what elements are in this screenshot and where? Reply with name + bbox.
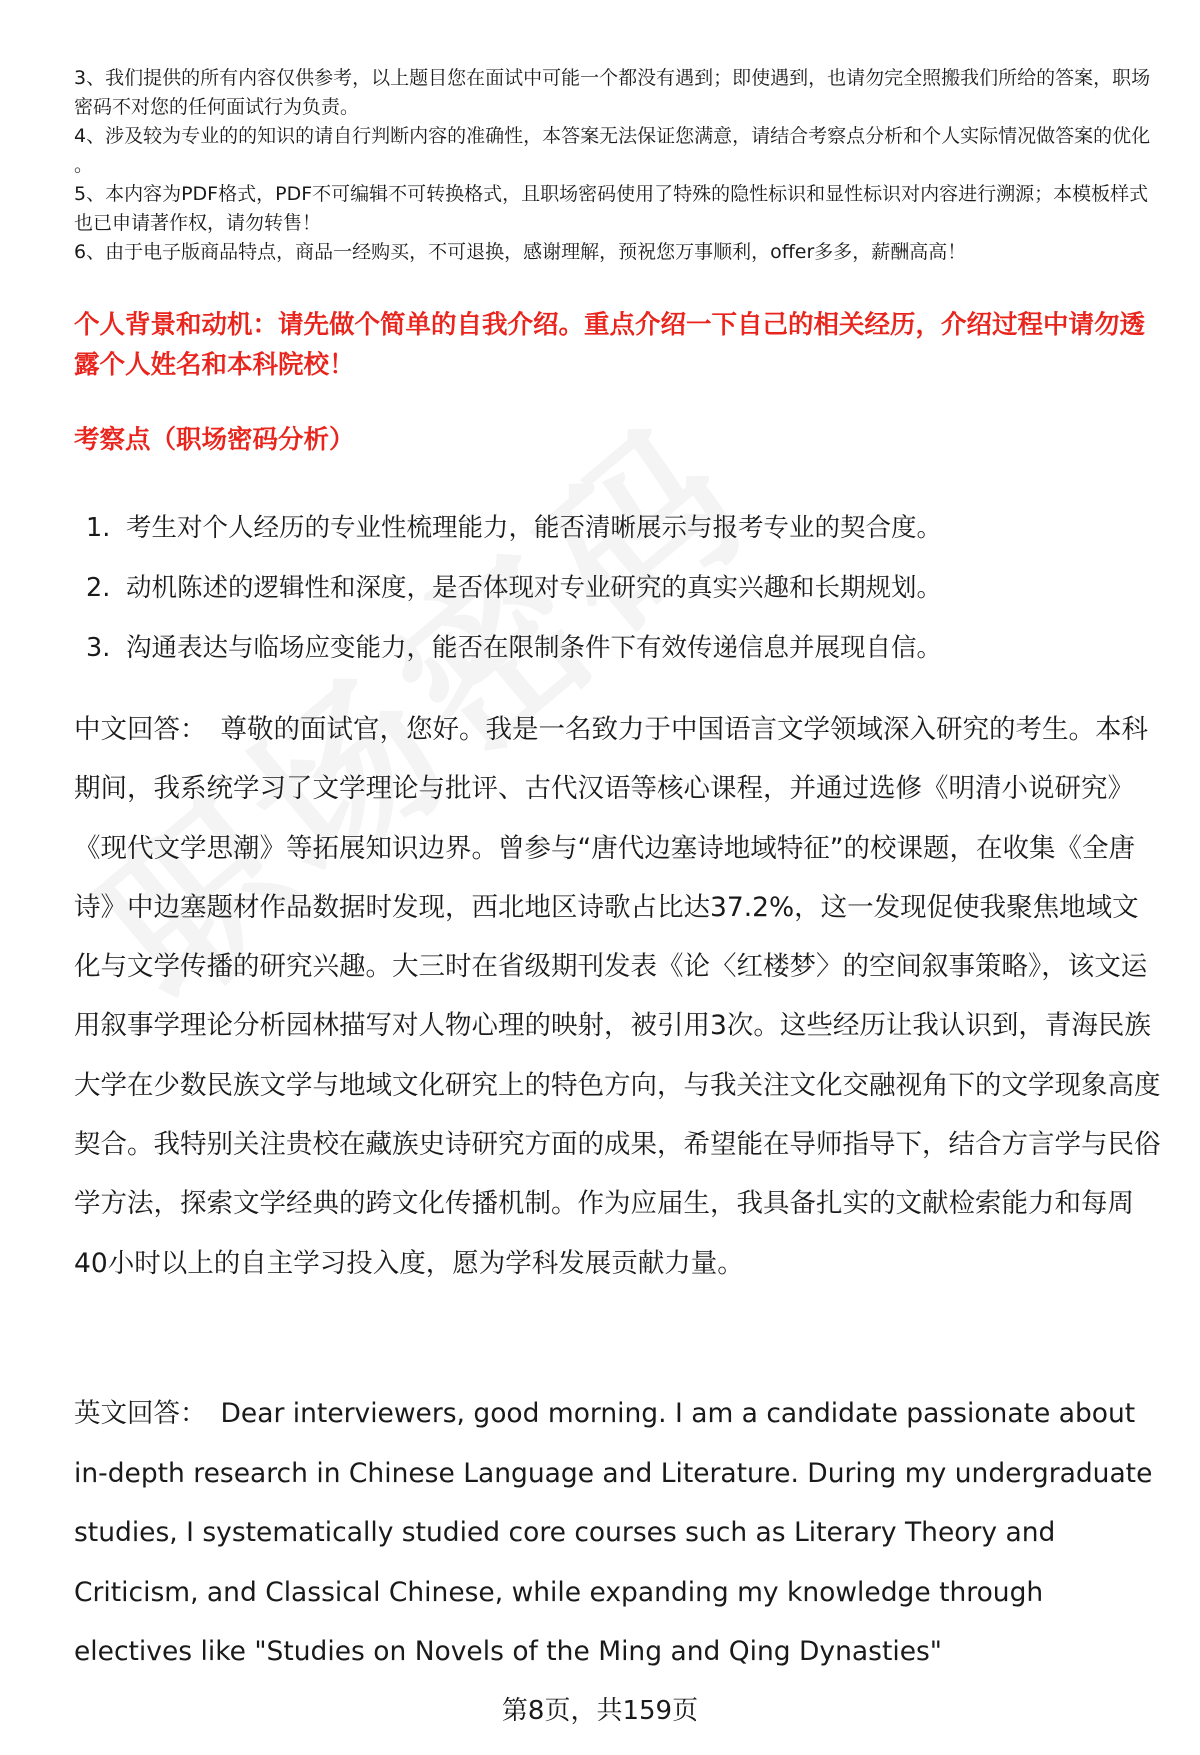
chinese-answer-text: 尊敬的面试官，您好。我是一名致力于中国语言文学领域深入研究的考生。本科期间，我系统学习了文学理论与批评、古代汉语等核心课程，并通过选修《明清小说研究》《现代文学思潮》等拓展知识边界。曾参与“唐代边塞诗地域特征”的校课题，在收集《全唐诗》中边塞题材作品数据时发现，西北地区诗歌占比达37.2%，这一发现促使我聚焦地域文化与文学传播的研究兴趣。大三时在省级期刊发表《论〈红楼梦〉的空间叙事策略》，该文运用叙事学理论分析园林描写对人物心理的映射，被引用3次。这些经历让我认识到，青海民族大学在少数民族文学与地域文化研究上的特色方向，与我关注文化交融视角下的文学现象高度契合。我特别关注贵校在藏族史诗研究方面的成果，希望能在导师指导下，结合方言学与民俗学方法，探索文学经典的跨文化传播机制。作为应届生，我具备扎实的文献检索能力和每周40小时以上的自主学习投入度，愿为学科发展贡献力量。 bbox=[74, 714, 1161, 1279]
english-answer-label: 英文回答： bbox=[74, 1398, 207, 1429]
note-item: 5、本内容为PDF格式，PDF不可编辑不可转换格式，且职场密码使用了特殊的隐性标识和显性标识对内容进行溯源；本模板样式也已申请著作权，请勿转售！ bbox=[74, 183, 1149, 234]
english-answer-text: Dear interviewers, good morning. I am a candidate passionate about in-depth research in Chinese Language and Literature. During my undergraduate studies, I systematically studied core courses such as Literary Theory and Criticism, and Classical Chinese, while expanding my knowledge through electives like "Studies on Novels of the Ming and Qing Dynasties" bbox=[74, 1398, 1153, 1667]
chinese-answer bbox=[74, 700, 1164, 1293]
key-points-title: 考察点（职场密码分析） bbox=[74, 425, 355, 455]
list-item bbox=[86, 618, 1166, 678]
note-item: 3、我们提供的所有内容仅供参考，以上题目您在面试中可能一个都没有遇到；即使遇到，也请勿完全照搬我们所给的答案，职场密码不对您的任何面试行为负责。 bbox=[74, 67, 1151, 118]
list-number: 1. bbox=[86, 513, 111, 543]
list-text: 考生对个人经历的专业性梳理能力，能否清晰展示与报考专业的契合度。 bbox=[126, 513, 943, 543]
list-item bbox=[86, 498, 1166, 558]
note-item: 4、涉及较为专业的的知识的请自行判断内容的准确性，本答案无法保证您满意，请结合考察点分析和个人实际情况做答案的优化 。 bbox=[74, 125, 1151, 176]
disclaimer-notes bbox=[74, 64, 1164, 267]
key-points-list bbox=[86, 498, 1166, 678]
english-answer bbox=[74, 1384, 1164, 1682]
list-text: 沟通表达与临场应变能力，能否在限制条件下有效传递信息并展现自信。 bbox=[126, 633, 943, 663]
list-number: 3. bbox=[86, 633, 111, 663]
note-item: 6、由于电子版商品特点，商品一经购买，不可退换，感谢理解，预祝您万事顺利，offer多多，薪酬高高！ bbox=[74, 241, 967, 263]
chinese-answer-label: 中文回答： bbox=[74, 714, 207, 745]
list-text: 动机陈述的逻辑性和深度，是否体现对专业研究的真实兴趣和长期规划。 bbox=[126, 573, 943, 603]
interview-question: 个人背景和动机：请先做个简单的自我介绍。重点介绍一下自己的相关经历，介绍过程中请勿透露个人姓名和本科院校！ bbox=[74, 310, 1146, 380]
page-number: 第8页，共159页 bbox=[501, 1696, 699, 1726]
list-item bbox=[86, 558, 1166, 618]
list-number: 2. bbox=[86, 573, 111, 603]
